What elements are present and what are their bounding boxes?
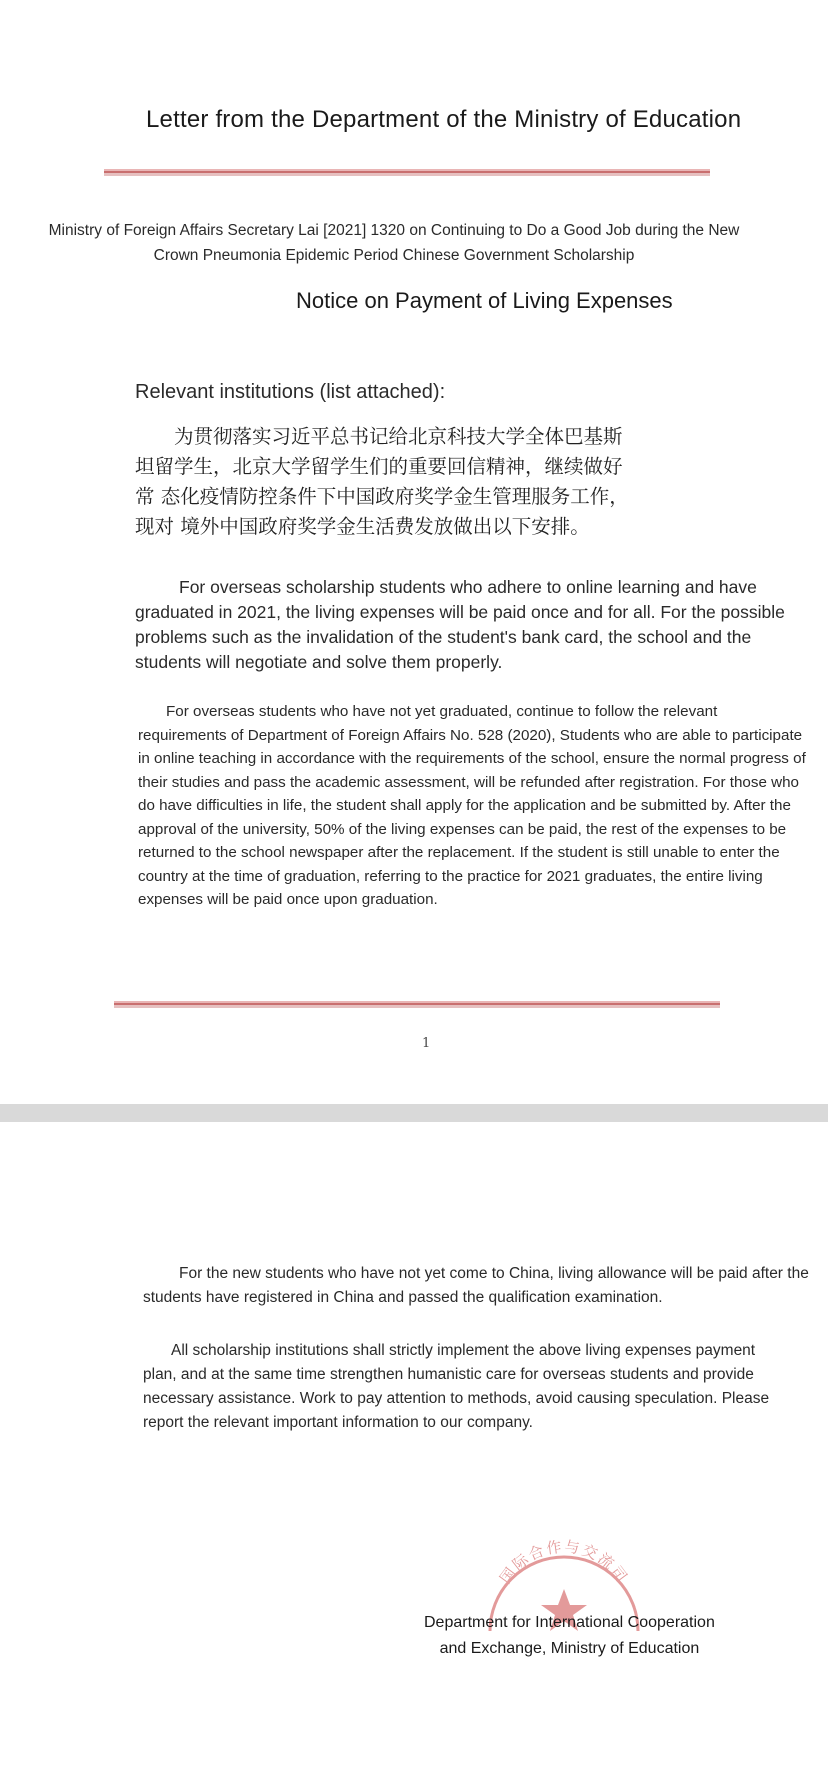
- signature-block: [424, 1610, 715, 1662]
- svg-text:国际合作与交流司: 国际合作与交流司: [496, 1537, 632, 1588]
- chinese-paragraph: [135, 422, 735, 542]
- paragraph-not-graduated: For overseas students who have not yet graduated, continue to follow the relevant requirements of Department of Foreign Affairs No. 528 (2020), Students who are able to participate in online teaching in accordance with the requirements of the school, ensure the normal progress of their studies and pass the academic assessment, will be refunded after registration. For those who do have difficulties in life, the student shall apply for the application and be submitted by. After the approval of the university, 50% of the living expenses can be paid, the rest of the expenses to be returned to the school newspaper after the replacement. If the student is still unable to enter the country at the time of graduation, referring to the practice for 2021 graduates, the entire living expenses will be paid once upon graduation.: [138, 703, 806, 908]
- chinese-line: 常 态化疫情防控条件下中国政府奖学金生管理服务工作，: [135, 485, 629, 508]
- chinese-line: 坦留学生，北京大学留学生们的重要回信精神，继续做好: [135, 455, 623, 478]
- header-rule: [104, 169, 710, 176]
- paragraph-graduated: For overseas scholarship students who adhere to online learning and have graduated in 2021, the living expenses will be paid once and for all. For the possible problems such as the invalidation of the student's bank card, the school and the students will negotiate and solve them properly.: [135, 577, 785, 672]
- signature-line-1: Department for International Cooperation: [424, 1614, 715, 1631]
- recipients-line: Relevant institutions (list attached):: [135, 381, 446, 403]
- chinese-line: 现对 境外中国政府奖学金生活费发放做出以下安排。: [135, 515, 590, 538]
- page-number: 1: [422, 1036, 431, 1051]
- paragraph-new-students: For the new students who have not yet come to China, living allowance will be paid after the students have registered in China and passed the qualification examination.: [143, 1265, 809, 1306]
- chinese-line: 为贯彻落实习近平总书记给北京科技大学全体巴基斯: [135, 425, 623, 448]
- document-reference: Ministry of Foreign Affairs Secretary Lai [2021] 1320 on Continuing to Do a Good Job during the New Crown Pneumonia Epidemic Period Chinese Government Scholarship: [48, 222, 740, 264]
- document-page-2: [0, 1122, 828, 1792]
- notice-title: Notice on Payment of Living Expenses: [296, 288, 673, 313]
- signature-line-2: and Exchange, Ministry of Education: [439, 1640, 700, 1657]
- footer-rule: [114, 1001, 720, 1008]
- paragraph-institutions: All scholarship institutions shall strictly implement the above living expenses payment plan, and at the same time strengthen humanistic care for overseas students and provide necessary assistance. Work to pay attention to methods, avoid causing speculation. Please report the relevant important information to our company.: [143, 1342, 770, 1431]
- letter-title: Letter from the Department of the Ministry of Education: [146, 106, 742, 133]
